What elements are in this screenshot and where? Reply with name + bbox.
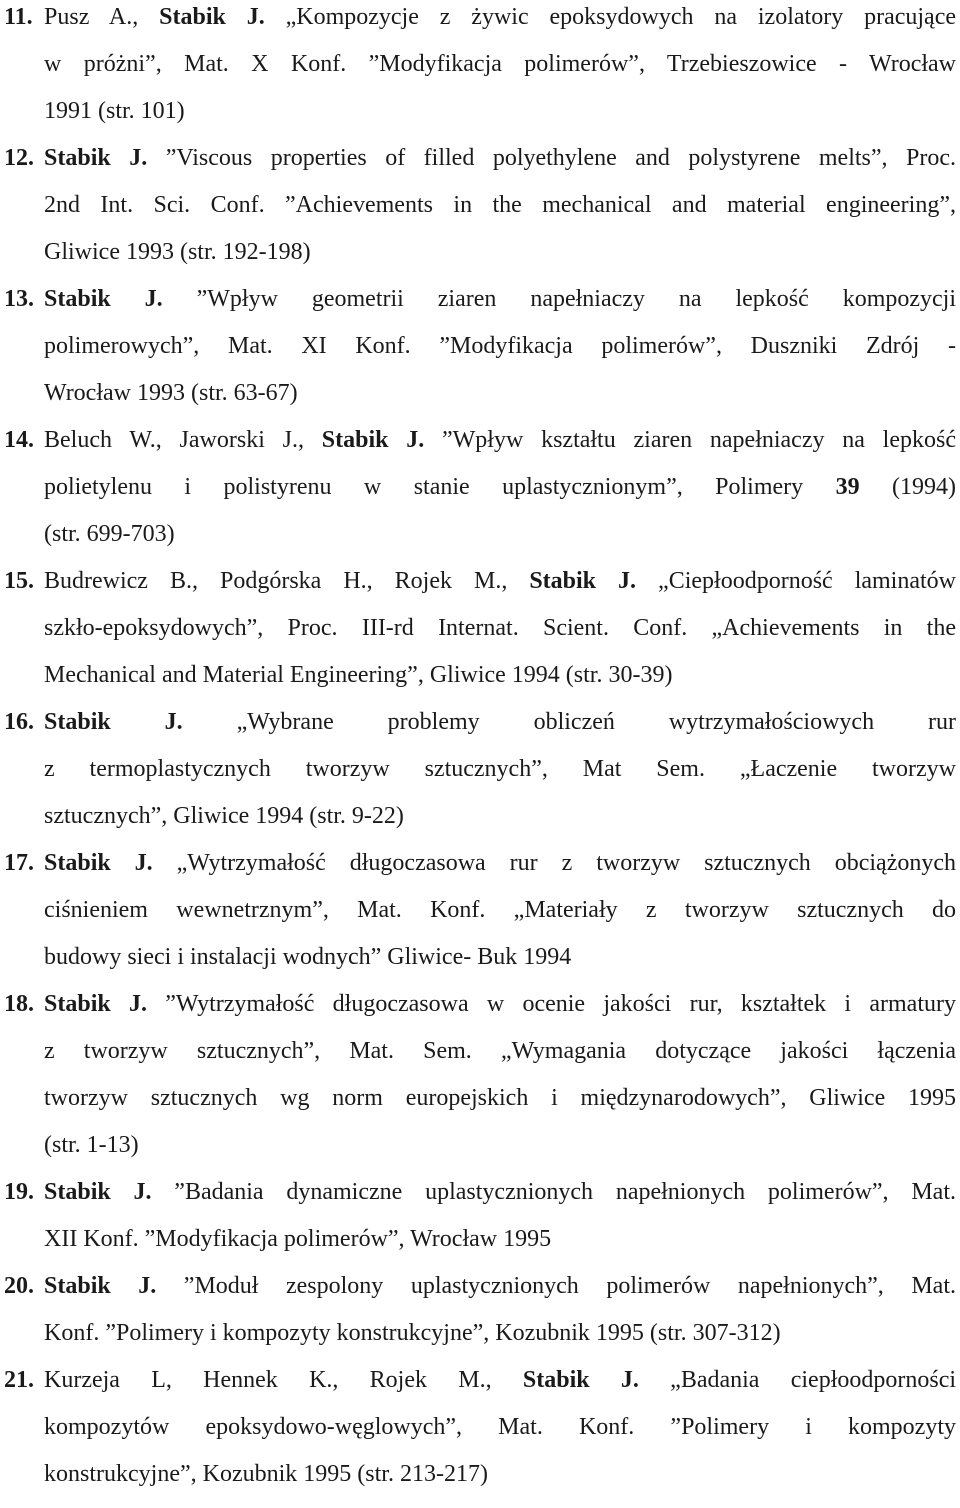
reference-line bbox=[44, 1273, 956, 1320]
reference-line bbox=[44, 98, 956, 145]
reference-line bbox=[44, 1132, 956, 1179]
reference-line bbox=[44, 568, 956, 615]
reference-text: sztucznych”, Gliwice 1994 (str. 9-22) bbox=[44, 803, 404, 829]
reference-text: „Badania ciepłoodporności bbox=[638, 1367, 957, 1393]
reference-text: w próżni”, Mat. X Konf. ”Modyfikacja polimerów”, Trzebieszowice - Wrocław bbox=[44, 51, 956, 77]
reference-text: polietylenu i polistyrenu w stanie uplastycznionym”, Polimery bbox=[44, 474, 836, 500]
reference-text: „Wytrzymałość długoczasowa rur z tworzyw sztucznych obciążonych bbox=[152, 850, 956, 876]
reference-author-bold: Stabik J. bbox=[44, 145, 148, 171]
reference-author-bold: Stabik J. bbox=[44, 1273, 157, 1299]
reference-text: (1994) bbox=[859, 474, 957, 500]
reference-number: 21. bbox=[4, 1367, 34, 1393]
reference-number: 18. bbox=[4, 991, 34, 1017]
reference-author-bold: Stabik J. bbox=[44, 1179, 152, 1205]
reference-line bbox=[44, 474, 956, 521]
reference-line bbox=[44, 1320, 956, 1367]
reference-text: „Wybrane problemy obliczeń wytrzymałościowych rur bbox=[182, 709, 956, 735]
reference-text: ”Viscous properties of filled polyethylene and polystyrene melts”, Proc. bbox=[147, 145, 957, 171]
reference-item bbox=[4, 4, 956, 145]
reference-number: 16. bbox=[4, 709, 34, 735]
reference-text: XII Konf. ”Modyfikacja polimerów”, Wrocław 1995 bbox=[44, 1226, 552, 1252]
reference-number: 17. bbox=[4, 850, 34, 876]
reference-author-bold: Stabik J. bbox=[522, 1367, 639, 1393]
reference-line bbox=[44, 286, 956, 333]
reference-line bbox=[44, 192, 956, 239]
reference-text: kompozytów epoksydowo-węglowych”, Mat. Konf. ”Polimery i kompozyty bbox=[44, 1414, 956, 1440]
reference-author-bold: Stabik J. bbox=[44, 709, 183, 735]
reference-item bbox=[4, 145, 957, 286]
reference-line bbox=[44, 1414, 956, 1461]
reference-text: Beluch W., Jaworski J., bbox=[44, 427, 322, 453]
reference-item bbox=[4, 568, 956, 709]
reference-number: 11. bbox=[4, 4, 33, 30]
reference-text: Pusz A., bbox=[44, 4, 160, 30]
reference-text: 2nd Int. Sci. Conf. ”Achievements in the mechanical and material engineering”, bbox=[44, 192, 956, 218]
reference-line bbox=[44, 944, 956, 991]
reference-text: Wrocław 1993 (str. 63-67) bbox=[44, 380, 298, 406]
reference-author-bold: Stabik J. bbox=[44, 991, 147, 1017]
reference-text: konstrukcyjne”, Kozubnik 1995 (str. 213-217) bbox=[44, 1461, 488, 1487]
reference-line bbox=[44, 239, 956, 286]
reference-author-bold: Stabik J. bbox=[44, 850, 153, 876]
reference-text: Konf. ”Polimery i kompozyty konstrukcyjne”, Kozubnik 1995 (str. 307-312) bbox=[44, 1320, 781, 1346]
reference-line bbox=[44, 521, 956, 568]
reference-text: ”Badania dynamiczne uplastycznionych napełnionych polimerów”, Mat. bbox=[151, 1179, 956, 1205]
reference-number: 19. bbox=[4, 1179, 34, 1205]
reference-line bbox=[44, 51, 956, 98]
reference-text: 1991 (str. 101) bbox=[44, 98, 185, 124]
reference-line bbox=[44, 4, 956, 51]
reference-item bbox=[4, 286, 957, 427]
reference-line bbox=[44, 615, 956, 662]
reference-item bbox=[4, 1179, 956, 1273]
reference-text: ”Wpływ kształtu ziaren napełniaczy na lepkość bbox=[424, 427, 956, 453]
reference-number: 13. bbox=[4, 286, 34, 312]
reference-text: szkło-epoksydowych”, Proc. III-rd Internat. Scient. Conf. „Achievements in the bbox=[44, 615, 956, 641]
reference-text: „Ciepłoodporność laminatów bbox=[636, 568, 956, 594]
reference-number: 20. bbox=[4, 1273, 34, 1299]
reference-line bbox=[44, 380, 956, 427]
reference-author-bold: Stabik J. bbox=[44, 286, 163, 312]
reference-text: ”Moduł zespolony uplastycznionych polimerów napełnionych”, Mat. bbox=[156, 1273, 957, 1299]
reference-text: budowy sieci i instalacji wodnych” Gliwice- Buk 1994 bbox=[44, 944, 572, 970]
reference-item bbox=[4, 1367, 957, 1508]
reference-item bbox=[4, 850, 956, 991]
reference-line bbox=[44, 850, 956, 897]
reference-number: 14. bbox=[4, 427, 34, 453]
reference-text: tworzyw sztucznych wg norm europejskich i międzynarodowych”, Gliwice 1995 bbox=[44, 1085, 956, 1111]
reference-text: z tworzyw sztucznych”, Mat. Sem. „Wymagania dotyczące jakości łączenia bbox=[44, 1038, 956, 1064]
reference-line bbox=[44, 1179, 956, 1226]
reference-line bbox=[44, 1085, 956, 1132]
reference-line bbox=[44, 803, 956, 850]
reference-line bbox=[44, 145, 956, 192]
reference-item bbox=[4, 991, 956, 1179]
reference-line bbox=[44, 1226, 956, 1273]
reference-text: Kurzeja L, Hennek K., Rojek M., bbox=[44, 1367, 523, 1393]
reference-item bbox=[4, 1273, 957, 1367]
reference-text: ”Wytrzymałość długoczasowa w ocenie jakości rur, kształtek i armatury bbox=[146, 991, 956, 1017]
reference-line bbox=[44, 709, 956, 756]
reference-text: Mechanical and Material Engineering”, Gliwice 1994 (str. 30-39) bbox=[44, 662, 673, 688]
reference-text: z termoplastycznych tworzyw sztucznych”, Mat Sem. „Łaczenie tworzyw bbox=[44, 756, 956, 782]
reference-line bbox=[44, 333, 956, 380]
reference-line bbox=[44, 756, 956, 803]
reference-author-bold: 39 bbox=[835, 474, 860, 500]
reference-line bbox=[44, 427, 956, 474]
reference-line bbox=[44, 1038, 956, 1085]
reference-author-bold: Stabik J. bbox=[159, 4, 265, 30]
reference-item bbox=[4, 427, 957, 568]
reference-number: 15. bbox=[4, 568, 34, 594]
reference-line bbox=[44, 991, 956, 1038]
reference-text: (str. 699-703) bbox=[44, 521, 175, 547]
reference-author-bold: Stabik J. bbox=[529, 568, 637, 594]
reference-text: Budrewicz B., Podgórska H., Rojek M., bbox=[44, 568, 530, 594]
reference-item bbox=[4, 709, 956, 850]
reference-number: 12. bbox=[4, 145, 34, 171]
reference-text: (str. 1-13) bbox=[44, 1132, 139, 1158]
reference-text: ciśnieniem wewnetrznym”, Mat. Konf. „Materiały z tworzyw sztucznych do bbox=[44, 897, 956, 923]
reference-line bbox=[44, 1461, 956, 1508]
reference-text: polimerowych”, Mat. XI Konf. ”Modyfikacja polimerów”, Duszniki Zdrój - bbox=[44, 333, 956, 359]
reference-line bbox=[44, 1367, 956, 1414]
reference-text: ”Wpływ geometrii ziaren napełniaczy na lepkość kompozycji bbox=[162, 286, 957, 312]
reference-line bbox=[44, 897, 956, 944]
reference-line bbox=[44, 662, 956, 709]
reference-author-bold: Stabik J. bbox=[321, 427, 425, 453]
reference-text: „Kompozycje z żywic epoksydowych na izolatory pracujące bbox=[264, 4, 956, 30]
reference-text: Gliwice 1993 (str. 192-198) bbox=[44, 239, 311, 265]
